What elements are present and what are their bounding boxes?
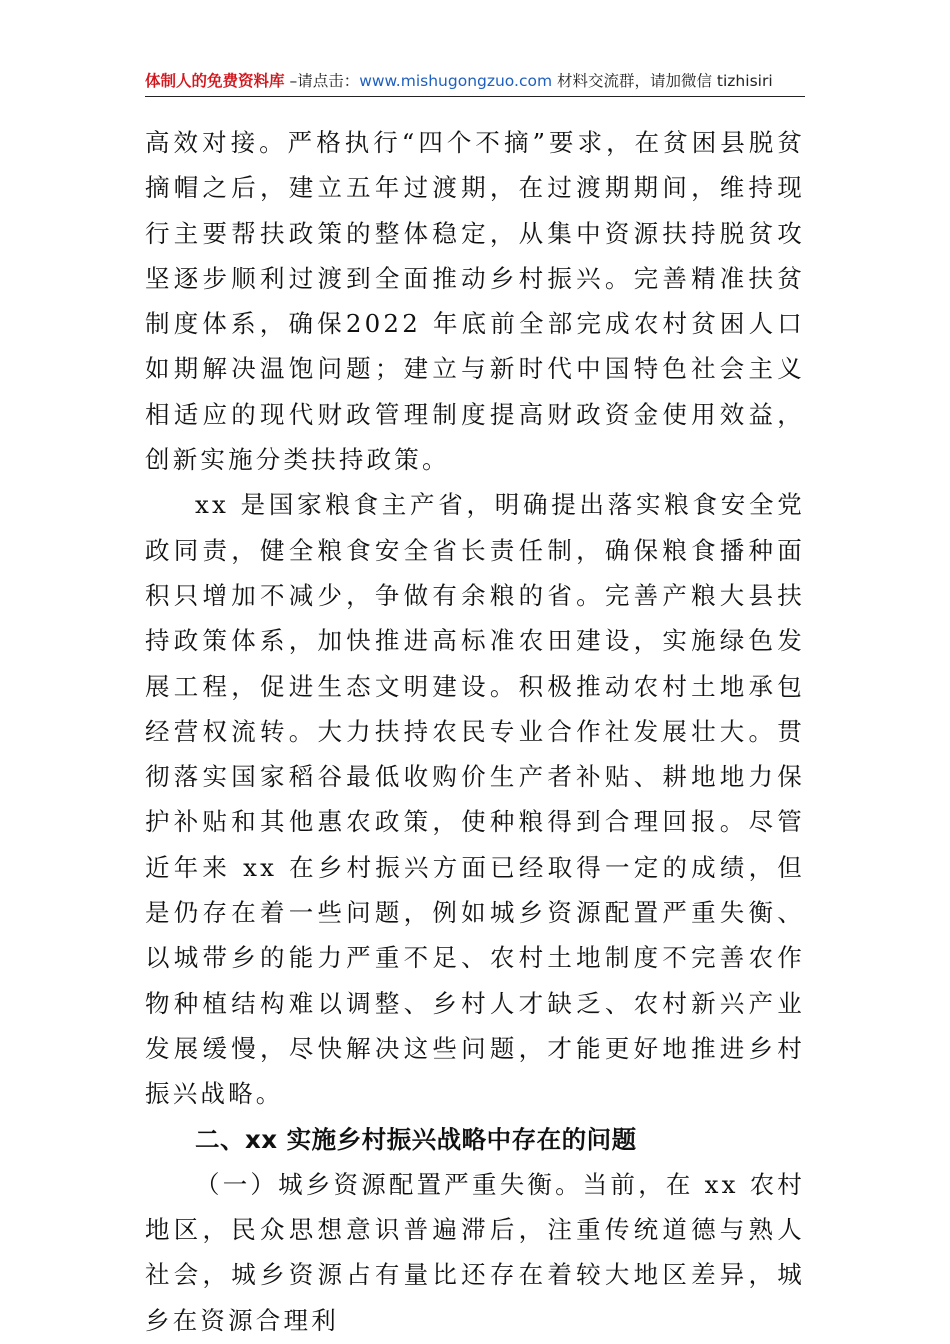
page-header-banner — [145, 68, 805, 97]
paragraph-continuation: 高效对接。严格执行“四个不摘”要求，在贫困县脱贫摘帽之后，建立五年过渡期，在过渡期期间，维持现行主要帮扶政策的整体稳定，从集中资源扶持脱贫攻坚逐步顺利过渡到全面推动乡村振兴。完善精准扶贫制度体系，确保2022 年底前全部完成农村贫困人口如期解决温饱问题；建立与新时代中国特色社会主义相适应的现代财政管理制度提高财政资金使用效益，创新实施分类扶持政策。 — [145, 128, 805, 475]
header-prompt: –请点击： — [284, 72, 360, 90]
header-brand: 体制人的免费资料库 — [145, 72, 285, 90]
document-body — [145, 120, 805, 1343]
paragraph-grain-policy: xx 是国家粮食主产省，明确提出落实粮食安全党政同责，健全粮食安全省长责任制，确保粮食播种面积只增加不减少，争做有余粮的省。完善产粮大县扶持政策体系，加快推进高标准农田建设，实施绿色发展工程，促进生态文明建设。积极推动农村土地承包经营权流转。大力扶持农民专业合作社发展壮大。贯彻落实国家稻谷最低收购价生产者补贴、耕地地力保护补贴和其他惠农政策，使种粮得到合理回报。尽管近年来 xx 在乡村振兴方面已经取得一定的成绩，但是仍存在着一些问题，例如城乡资源配置严重失衡、以城带乡的能力严重不足、农村土地制度不完善农作物种植结构难以调整、乡村人才缺乏、农村新兴产业发展缓慢，尽快解决这些问题，才能更好地推进乡村振兴战略。 — [145, 490, 805, 1109]
header-wechat-note: 材料交流群，请加微信 tizhisiri — [552, 72, 773, 90]
section-heading: 二、xx 实施乡村振兴战略中存在的问题 — [195, 1124, 637, 1154]
paragraph-resource-imbalance: （一）城乡资源配置严重失衡。当前，在 xx 农村地区，民众思想意识普遍滞后，注重传统道德与熟人社会，城乡资源占有量比还存在着较大地区差异，城乡在资源合理利 — [145, 1169, 806, 1335]
header-website-link[interactable]: www.mishugongzuo.com — [359, 72, 553, 90]
